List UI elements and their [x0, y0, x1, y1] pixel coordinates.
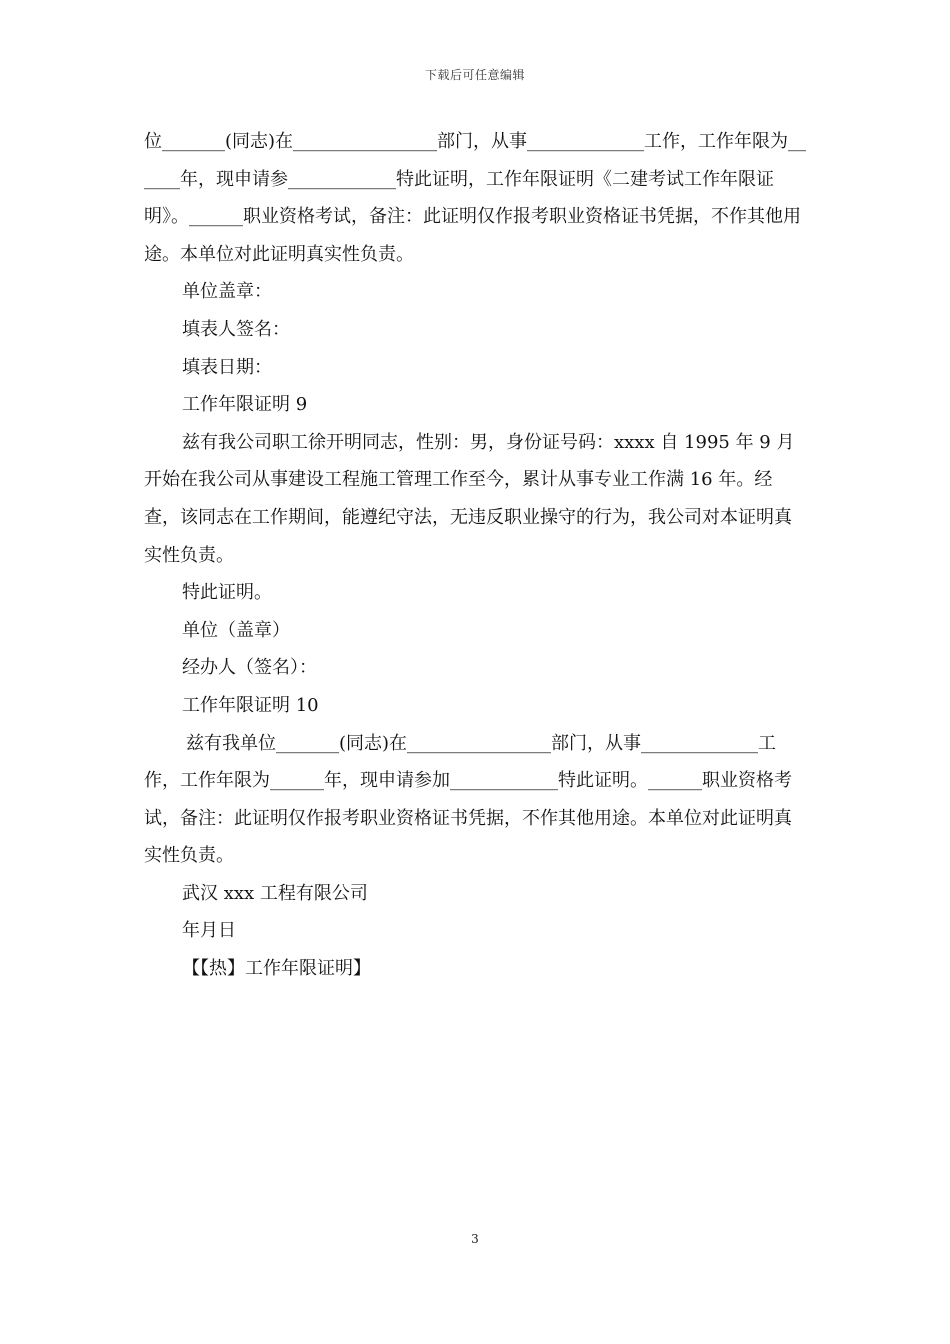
paragraph-hot-link-title: 【【热】工作年限证明】: [182, 958, 371, 980]
paragraph-hereby-certify: 特此证明。: [182, 582, 272, 604]
paragraph-unit-seal: 单位（盖章）: [182, 619, 290, 641]
paragraph-employee-statement: 兹有我公司职工徐开明同志，性别：男，身份证号码：xxxx 自 1995 年 9 月开始在我公司从事建设工程施工管理工作至今，累计从事专业工作满 16 年。经查，该同志在工作期间，能遵纪守法，无违反职业操守的行为，我公司对本证明真实性负责。: [144, 431, 795, 566]
page-header-note: 下载后可任意编辑: [424, 68, 525, 82]
page-number: 3: [471, 1232, 479, 1246]
document-body: [144, 123, 808, 988]
paragraph-date-line: 填表日期：: [182, 356, 272, 378]
paragraph-company-name: 武汉 xxx 工程有限公司: [182, 882, 368, 904]
paragraph-certificate-continuation: 位_______(同志)在________________部门，从事_____________工作，工作年限为______年，现申请参____________特此证明，工作年限证明《二建考试工作年限证明》。______职业资格考试，备注：此证明仅作报考职业资格证书凭据，不作其他用途。本单位对此证明真实性负责。: [144, 131, 807, 265]
paragraph-handler-signature: 经办人（签名）：: [182, 657, 317, 679]
section-title-10: 工作年限证明 10: [182, 694, 319, 716]
paragraph-seal-line: 单位盖章：: [182, 281, 272, 303]
paragraph-signer-line: 填表人签名：: [182, 318, 290, 340]
paragraph-date-placeholder: 年月日: [182, 920, 236, 942]
paragraph-certificate-template: 兹有我单位_______(同志)在________________部门，从事_____________工作，工作年限为______年，现申请参加____________特此证明。______职业资格考试，备注：此证明仅作报考职业资格证书凭据，不作其他用途。本单位对此证明真实性负责。: [144, 732, 792, 867]
section-title-9: 工作年限证明 9: [182, 394, 308, 416]
